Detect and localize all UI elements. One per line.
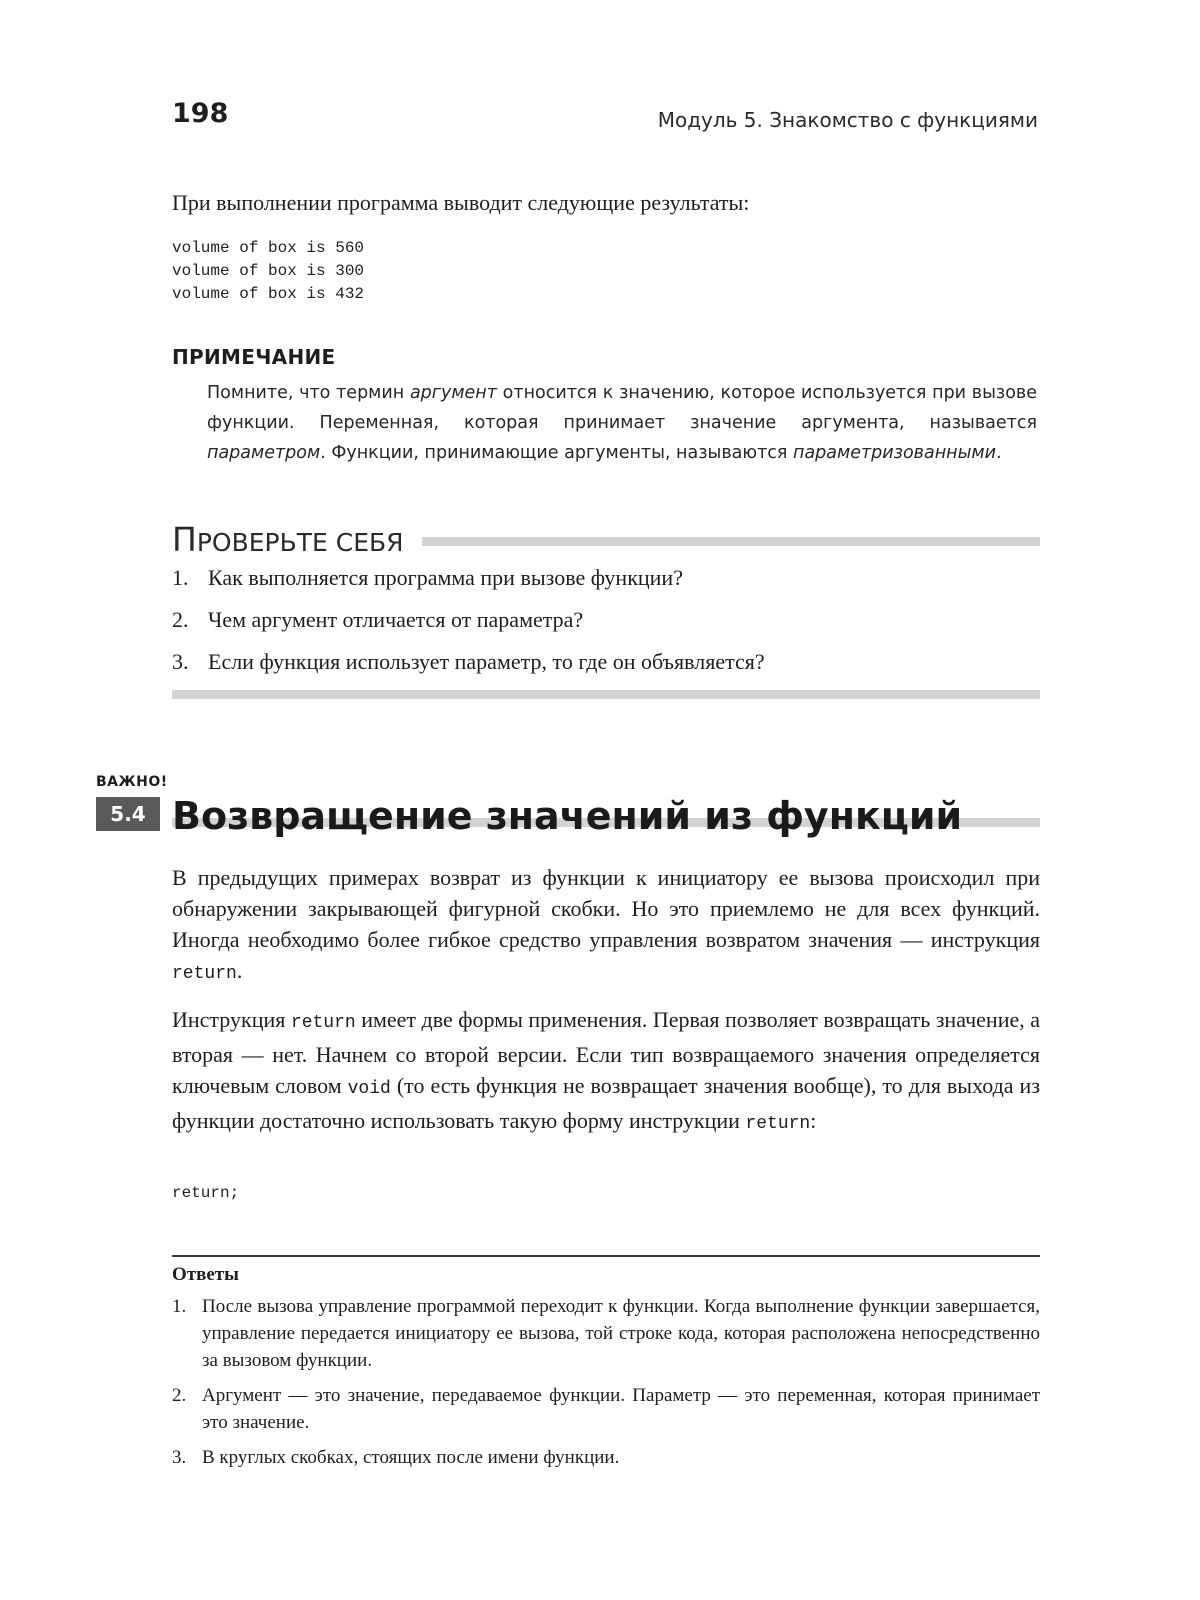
note-body bbox=[207, 378, 1037, 468]
term-parameterized: параметризованными bbox=[793, 443, 996, 463]
question-item: 3. Если функция использует параметр, то где он объявляется? bbox=[172, 649, 765, 674]
section-title: Возвращение значений из функций bbox=[172, 794, 963, 838]
return-statement-code: return; bbox=[172, 1184, 240, 1202]
section-number-badge: 5.4 bbox=[96, 797, 160, 831]
answers-divider bbox=[172, 1255, 1040, 1257]
note-title: ПРИМЕЧАНИЕ bbox=[172, 345, 336, 369]
inline-code: void bbox=[347, 1079, 391, 1099]
answers-list bbox=[172, 1293, 1040, 1479]
answers-title: Ответы bbox=[172, 1264, 239, 1285]
note-paragraph: Помните, что термин аргумент относится к значению, которое используется при вызове функции. Переменная, которая принимает значение аргумента, называется параметром. Функции, принимающие аргументы, называются параметризованными. bbox=[207, 383, 1038, 463]
inline-code: return bbox=[290, 1013, 356, 1033]
inline-code: return bbox=[172, 964, 237, 984]
term-parameter: параметром bbox=[207, 443, 321, 463]
answer-item: 2. Аргумент — это значение, передаваемое функции. Параметр — это переменная, которая принимает это значение. bbox=[172, 1385, 1040, 1433]
question-item: 2. Чем аргумент отличается от параметра? bbox=[172, 607, 584, 632]
answer-item: 3. В круглых скобках, стоящих после имени функции. bbox=[172, 1447, 620, 1468]
body-paragraph-1: В предыдущих примерах возврат из функции к инициатору ее вызова происходил при обнаружении закрывающей фигурной скобки. Но это приемлемо не для всех функций. Иногда необходимо более гибкое средство управления возвратом значения — инструкция return. bbox=[172, 865, 1040, 984]
answer-item: 1. После вызова управление программой переходит к функции. Когда выполнение функции завершается, управление передается инициатору ее вызова, той строке кода, которая расположена непосредственно за вызовом функции. bbox=[172, 1296, 1040, 1371]
body-paragraph-2: Инструкция return имеет две формы применения. Первая позволяет возвращать значение, а вторая — нет. Начнем со второй версии. Если тип возвращаемого значения определяется ключевым словом void (то есть функция не возвращает значения вообще), то для выхода из функции достаточно использовать такую форму инструкции return: bbox=[172, 1007, 1041, 1134]
self-check-questions bbox=[172, 565, 1040, 691]
page-number: 198 bbox=[172, 98, 229, 129]
inline-code: return bbox=[745, 1114, 811, 1134]
question-item: 1. Как выполняется программа при вызове функции? bbox=[172, 565, 683, 590]
term-argument: аргумент bbox=[409, 383, 497, 403]
self-check-title: ПРОВЕРЬТЕ СЕБЯ bbox=[172, 520, 404, 559]
program-output-code: volume of box is 560 volume of box is 300 volume of box is 432 bbox=[172, 239, 365, 303]
running-head: Модуль 5. Знакомство с функциями bbox=[657, 108, 1038, 132]
important-label: ВАЖНО! bbox=[96, 774, 168, 790]
self-check-title-rule bbox=[422, 537, 1040, 546]
self-check-bottom-rule bbox=[172, 690, 1040, 699]
intro-text: При выполнении программа выводит следующие результаты: bbox=[172, 190, 750, 215]
